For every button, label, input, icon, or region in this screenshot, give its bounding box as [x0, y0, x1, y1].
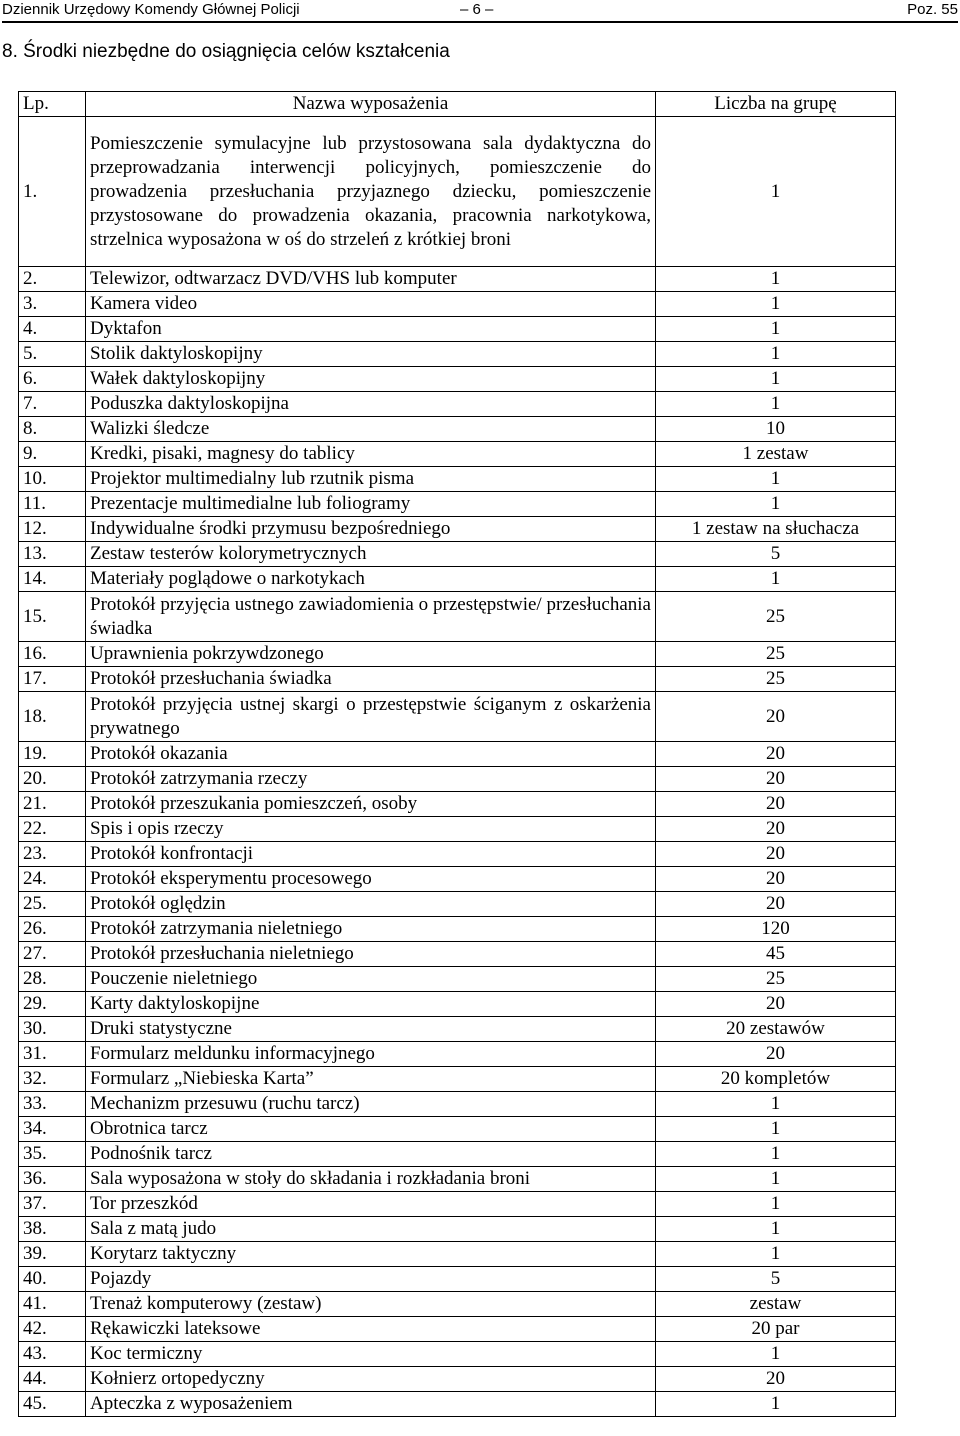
equipment-name: Zestaw testerów kolorymetrycznych — [86, 542, 656, 567]
group-quantity: 1 — [656, 1142, 896, 1167]
row-number: 7. — [19, 392, 86, 417]
equipment-name: Indywidualne środki przymusu bezpośredniego — [86, 517, 656, 542]
group-quantity: 10 — [656, 417, 896, 442]
equipment-name: Protokół okazania — [86, 742, 656, 767]
table-row — [19, 1342, 896, 1367]
group-quantity: 1 — [656, 317, 896, 342]
group-quantity: 20 — [656, 867, 896, 892]
group-quantity: 1 — [656, 267, 896, 292]
group-quantity: 1 — [656, 292, 896, 317]
group-quantity: 20 — [656, 1042, 896, 1067]
equipment-name: Projektor multimedialny lub rzutnik pisma — [86, 467, 656, 492]
group-quantity: 20 — [656, 692, 896, 742]
row-number: 45. — [19, 1392, 86, 1417]
equipment-name: Protokół przesłuchania nieletniego — [86, 942, 656, 967]
row-number: 33. — [19, 1092, 86, 1117]
row-number: 6. — [19, 367, 86, 392]
equipment-name: Trenaż komputerowy (zestaw) — [86, 1292, 656, 1317]
table-row — [19, 942, 896, 967]
row-number: 43. — [19, 1342, 86, 1367]
group-quantity: 1 — [656, 567, 896, 592]
equipment-name: Pojazdy — [86, 1267, 656, 1292]
equipment-name: Poduszka daktyloskopijna — [86, 392, 656, 417]
group-quantity: 20 — [656, 767, 896, 792]
equipment-name: Apteczka z wyposażeniem — [86, 1392, 656, 1417]
row-number: 4. — [19, 317, 86, 342]
group-quantity: 25 — [656, 592, 896, 642]
row-number: 36. — [19, 1167, 86, 1192]
table-row — [19, 692, 896, 742]
table-row — [19, 917, 896, 942]
row-number: 22. — [19, 817, 86, 842]
table-row — [19, 1367, 896, 1392]
equipment-name: Protokół przeszukania pomieszczeń, osoby — [86, 792, 656, 817]
equipment-name: Protokół eksperymentu procesowego — [86, 867, 656, 892]
table-row — [19, 1067, 896, 1092]
group-quantity: 20 — [656, 792, 896, 817]
group-quantity: 25 — [656, 967, 896, 992]
group-quantity: 1 zestaw — [656, 442, 896, 467]
equipment-name: Protokół oględzin — [86, 892, 656, 917]
row-number: 23. — [19, 842, 86, 867]
group-quantity: 20 — [656, 1367, 896, 1392]
group-quantity: 1 — [656, 117, 896, 267]
equipment-name: Walizki śledcze — [86, 417, 656, 442]
row-number: 5. — [19, 342, 86, 367]
row-number: 41. — [19, 1292, 86, 1317]
equipment-name: Prezentacje multimedialne lub foliogramy — [86, 492, 656, 517]
table-row — [19, 1317, 896, 1342]
section-title: 8. Środki niezbędne do osiągnięcia celów kształcenia — [2, 41, 450, 62]
group-quantity: 20 — [656, 742, 896, 767]
table-row — [19, 1167, 896, 1192]
table-row — [19, 792, 896, 817]
group-quantity: 20 kompletów — [656, 1067, 896, 1092]
equipment-name: Spis i opis rzeczy — [86, 817, 656, 842]
equipment-name: Protokół konfrontacji — [86, 842, 656, 867]
row-number: 2. — [19, 267, 86, 292]
row-number: 37. — [19, 1192, 86, 1217]
page-header — [2, 0, 958, 23]
group-quantity: 20 par — [656, 1317, 896, 1342]
table-row — [19, 342, 896, 367]
row-number: 24. — [19, 867, 86, 892]
table-row — [19, 367, 896, 392]
row-number: 19. — [19, 742, 86, 767]
table-row — [19, 1217, 896, 1242]
equipment-name: Pouczenie nieletniego — [86, 967, 656, 992]
equipment-name: Kamera video — [86, 292, 656, 317]
row-number: 10. — [19, 467, 86, 492]
group-quantity: 1 — [656, 467, 896, 492]
table-row — [19, 592, 896, 642]
row-number: 31. — [19, 1042, 86, 1067]
group-quantity: 1 — [656, 342, 896, 367]
table-row — [19, 867, 896, 892]
equipment-name: Korytarz taktyczny — [86, 1242, 656, 1267]
table-row — [19, 1117, 896, 1142]
row-number: 17. — [19, 667, 86, 692]
table-row — [19, 1242, 896, 1267]
row-number: 42. — [19, 1317, 86, 1342]
row-number: 40. — [19, 1267, 86, 1292]
group-quantity: 5 — [656, 542, 896, 567]
table-header-row — [19, 92, 896, 117]
equipment-name: Protokół zatrzymania nieletniego — [86, 917, 656, 942]
row-number: 15. — [19, 592, 86, 642]
equipment-name: Sala z matą judo — [86, 1217, 656, 1242]
group-quantity: zestaw — [656, 1292, 896, 1317]
equipment-table — [18, 91, 896, 1417]
row-number: 8. — [19, 417, 86, 442]
equipment-name: Materiały poglądowe o narkotykach — [86, 567, 656, 592]
table-row — [19, 967, 896, 992]
column-header-count: Liczba na grupę — [656, 92, 896, 117]
group-quantity: 45 — [656, 942, 896, 967]
equipment-name: Protokół przyjęcia ustnego zawiadomienia o przestępstwie/ przesłuchania świadka — [86, 592, 656, 642]
group-quantity: 1 — [656, 1392, 896, 1417]
table-row — [19, 117, 896, 267]
row-number: 26. — [19, 917, 86, 942]
row-number: 21. — [19, 792, 86, 817]
equipment-name: Mechanizm przesuwu (ruchu tarcz) — [86, 1092, 656, 1117]
equipment-name: Druki statystyczne — [86, 1017, 656, 1042]
row-number: 27. — [19, 942, 86, 967]
table-row — [19, 1292, 896, 1317]
table-row — [19, 667, 896, 692]
row-number: 30. — [19, 1017, 86, 1042]
equipment-name: Dyktafon — [86, 317, 656, 342]
equipment-name: Telewizor, odtwarzacz DVD/VHS lub komputer — [86, 267, 656, 292]
group-quantity: 120 — [656, 917, 896, 942]
group-quantity: 20 zestawów — [656, 1017, 896, 1042]
table-row — [19, 742, 896, 767]
table-row — [19, 892, 896, 917]
group-quantity: 25 — [656, 642, 896, 667]
row-number: 35. — [19, 1142, 86, 1167]
equipment-name: Karty daktyloskopijne — [86, 992, 656, 1017]
equipment-name: Obrotnica tarcz — [86, 1117, 656, 1142]
table-row — [19, 1017, 896, 1042]
group-quantity: 1 — [656, 1092, 896, 1117]
equipment-name: Protokół przyjęcia ustnej skargi o przestępstwie ściganym z oskarżenia prywatnego — [86, 692, 656, 742]
equipment-name: Kołnierz ortopedyczny — [86, 1367, 656, 1392]
table-row — [19, 1142, 896, 1167]
group-quantity: 1 — [656, 1117, 896, 1142]
table-row — [19, 292, 896, 317]
row-number: 32. — [19, 1067, 86, 1092]
equipment-name: Koc termiczny — [86, 1342, 656, 1367]
equipment-name: Formularz meldunku informacyjnego — [86, 1042, 656, 1067]
group-quantity: 25 — [656, 667, 896, 692]
row-number: 28. — [19, 967, 86, 992]
group-quantity: 1 — [656, 367, 896, 392]
equipment-name: Rękawiczki lateksowe — [86, 1317, 656, 1342]
table-row — [19, 567, 896, 592]
row-number: 13. — [19, 542, 86, 567]
row-number: 14. — [19, 567, 86, 592]
table-row — [19, 992, 896, 1017]
column-header-lp: Lp. — [19, 92, 86, 117]
table-row — [19, 442, 896, 467]
table-row — [19, 417, 896, 442]
table-row — [19, 492, 896, 517]
row-number: 9. — [19, 442, 86, 467]
row-number: 29. — [19, 992, 86, 1017]
table-row — [19, 1392, 896, 1417]
row-number: 25. — [19, 892, 86, 917]
row-number: 1. — [19, 117, 86, 267]
group-quantity: 20 — [656, 842, 896, 867]
equipment-name: Sala wyposażona w stoły do składania i rozkładania broni — [86, 1167, 656, 1192]
position-number: Poz. 55 — [907, 1, 958, 18]
equipment-name: Wałek daktyloskopijny — [86, 367, 656, 392]
equipment-name: Protokół zatrzymania rzeczy — [86, 767, 656, 792]
row-number: 16. — [19, 642, 86, 667]
group-quantity: 20 — [656, 817, 896, 842]
row-number: 38. — [19, 1217, 86, 1242]
table-row — [19, 542, 896, 567]
row-number: 3. — [19, 292, 86, 317]
table-row — [19, 467, 896, 492]
table-body — [19, 117, 896, 1417]
group-quantity: 20 — [656, 892, 896, 917]
group-quantity: 1 — [656, 1192, 896, 1217]
group-quantity: 1 — [656, 1242, 896, 1267]
table-row — [19, 1092, 896, 1117]
group-quantity: 5 — [656, 1267, 896, 1292]
group-quantity: 1 — [656, 1217, 896, 1242]
table-row — [19, 1267, 896, 1292]
row-number: 20. — [19, 767, 86, 792]
table-row — [19, 842, 896, 867]
table-row — [19, 392, 896, 417]
group-quantity: 1 — [656, 492, 896, 517]
table-row — [19, 767, 896, 792]
table-row — [19, 817, 896, 842]
table-row — [19, 517, 896, 542]
table-row — [19, 1192, 896, 1217]
row-number: 18. — [19, 692, 86, 742]
journal-title: Dziennik Urzędowy Komendy Głównej Policji — [2, 1, 300, 18]
equipment-name: Kredki, pisaki, magnesy do tablicy — [86, 442, 656, 467]
row-number: 39. — [19, 1242, 86, 1267]
row-number: 34. — [19, 1117, 86, 1142]
page-number: – 6 – — [460, 1, 494, 18]
equipment-name: Formularz „Niebieska Karta” — [86, 1067, 656, 1092]
equipment-name: Protokół przesłuchania świadka — [86, 667, 656, 692]
group-quantity: 1 — [656, 392, 896, 417]
equipment-name: Pomieszczenie symulacyjne lub przystosowana sala dydaktyczna do przeprowadzania interwencji policyjnych, pomieszczenie do prowadzenia przesłuchania przyjaznego dziecku, pomieszczenie przystosowane do prowadzenia okazania, pracownia narkotykowa, strzelnica wyposażona w oś do strzeleń z krótkiej broni — [86, 117, 656, 267]
equipment-name: Podnośnik tarcz — [86, 1142, 656, 1167]
row-number: 44. — [19, 1367, 86, 1392]
row-number: 12. — [19, 517, 86, 542]
row-number: 11. — [19, 492, 86, 517]
group-quantity: 1 — [656, 1342, 896, 1367]
group-quantity: 1 zestaw na słuchacza — [656, 517, 896, 542]
table-row — [19, 1042, 896, 1067]
group-quantity: 20 — [656, 992, 896, 1017]
table-row — [19, 642, 896, 667]
column-header-name: Nazwa wyposażenia — [86, 92, 656, 117]
equipment-name: Stolik daktyloskopijny — [86, 342, 656, 367]
equipment-name: Tor przeszkód — [86, 1192, 656, 1217]
group-quantity: 1 — [656, 1167, 896, 1192]
table-row — [19, 317, 896, 342]
table-row — [19, 267, 896, 292]
equipment-name: Uprawnienia pokrzywdzonego — [86, 642, 656, 667]
